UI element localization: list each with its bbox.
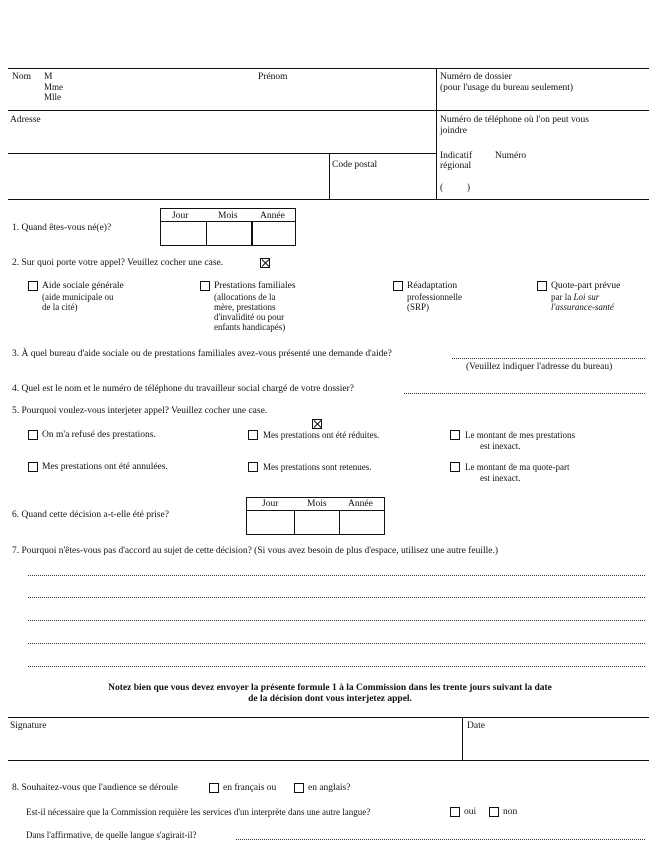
checkbox-reduites[interactable] <box>248 430 258 440</box>
checkbox-annulees[interactable] <box>28 462 38 472</box>
q7-answer-line-5[interactable] <box>28 666 645 667</box>
opt-quote-part: Quote-part prévue <box>551 281 621 291</box>
indicatif-label: Indicatif <box>440 151 473 161</box>
langue-text: Dans l'affirmative, de quelle langue s'agirait-il? <box>26 830 197 840</box>
opt-readaptation: Réadaptation <box>407 281 458 291</box>
dossier-note: (pour l'usage du bureau seulement) <box>440 83 574 93</box>
checkbox-readaptation[interactable] <box>393 281 403 291</box>
q7-text: 7. Pourquoi n'êtes-vous pas d'accord au sujet de cette décision? (Si vous avez besoin de plus d'espace, utilisez une autre feuille.) <box>12 546 499 556</box>
opt-readaptation-2: professionnelle <box>407 292 462 302</box>
opt-non: non <box>503 807 518 817</box>
phone-label: Numéro de téléphone où l'on peut vous <box>440 115 589 125</box>
checkbox-prestations-familiales[interactable] <box>200 281 210 291</box>
checkbox-retenues[interactable] <box>248 462 258 472</box>
checkbox-montant-inexact[interactable] <box>450 430 460 440</box>
checkbox-quote-part-inexact[interactable] <box>450 462 460 472</box>
checkbox-francais[interactable] <box>209 783 219 793</box>
regional-label: régional <box>440 161 472 171</box>
opt-aide-sociale-3: de la cité) <box>42 302 78 312</box>
date-field[interactable] <box>464 733 648 759</box>
q5-text: 5. Pourquoi voulez-vous interjeter appel? Veuillez cocher une case. <box>12 406 268 416</box>
signature-field[interactable] <box>9 733 461 759</box>
q7-answer-line-2[interactable] <box>28 597 645 598</box>
opt-anglais: en anglais? <box>308 783 351 793</box>
opt-aide-sociale: Aide sociale générale <box>42 281 124 291</box>
signature-label: Signature <box>10 721 47 731</box>
opt-refus: On m'a refusé des prestations. <box>42 430 156 440</box>
q3-note: (Veuillez indiquer l'adresse du bureau) <box>466 362 613 372</box>
q1-jour: Jour <box>172 211 189 221</box>
checkbox-example-checked-2 <box>312 419 322 429</box>
checkbox-quote-part[interactable] <box>537 281 547 291</box>
checkbox-anglais[interactable] <box>294 783 304 793</box>
checkbox-non[interactable] <box>489 807 499 817</box>
checkbox-aide-sociale[interactable] <box>28 281 38 291</box>
q6-mois: Mois <box>307 499 327 509</box>
opt-retenues: Mes prestations sont retenues. <box>263 462 372 472</box>
opt-readaptation-3: (SRP) <box>407 302 430 312</box>
q7-answer-line-3[interactable] <box>28 620 645 621</box>
prenom-label: Prénom <box>258 72 288 82</box>
q3-text: 3. À quel bureau d'aide sociale ou de prestations familiales avez-vous présenté une demande d'aide? <box>12 349 392 359</box>
langue-answer-line[interactable] <box>236 839 645 840</box>
opt-prestations-5: enfants handicapés) <box>214 322 286 332</box>
opt-quote-part-inexact-2: est inexact. <box>480 473 521 483</box>
q7-answer-line-4[interactable] <box>28 643 645 644</box>
checkbox-example-checked <box>260 258 270 268</box>
opt-prestations: Prestations familiales <box>214 281 296 291</box>
q6-jour: Jour <box>262 499 279 509</box>
nom-label: Nom <box>12 72 31 82</box>
q1-annee: Année <box>260 211 285 221</box>
opt-reduites: Mes prestations ont été réduites. <box>263 430 380 440</box>
code-postal-label: Code postal <box>332 160 378 170</box>
opt-annulees: Mes prestations ont été annulées. <box>42 462 168 472</box>
opt-quote-part-inexact: Le montant de ma quote-part <box>465 462 570 472</box>
q6-text: 6. Quand cette décision a-t-elle été prise? <box>12 510 169 520</box>
q1-text: 1. Quand êtes-vous né(e)? <box>12 223 112 233</box>
q4-text: 4. Quel est le nom et le numéro de téléphone du travailleur social chargé de votre dossier? <box>12 384 354 394</box>
checkbox-oui[interactable] <box>450 807 460 817</box>
checkbox-refus[interactable] <box>28 430 38 440</box>
date-label: Date <box>467 721 485 731</box>
adresse-label: Adresse <box>10 115 41 125</box>
q7-answer-line-1[interactable] <box>28 575 645 576</box>
opt-prestations-2: (allocations de la <box>214 292 276 302</box>
phone-label-2: joindre <box>440 126 467 136</box>
opt-prestations-4: d'invalidité ou pour <box>214 312 285 322</box>
title-m: M <box>44 72 53 82</box>
opt-quote-part-3: l'assurance-santé <box>551 302 614 312</box>
opt-montant-inexact: Le montant de mes prestations <box>465 430 575 440</box>
q1-mois: Mois <box>218 211 238 221</box>
opt-aide-sociale-2: (aide municipale ou <box>42 292 114 302</box>
q2-text: 2. Sur quoi porte votre appel? Veuillez cocher une case. <box>12 258 224 268</box>
opt-quote-part-2: par la Loi sur <box>551 292 600 302</box>
interp-text: Est-il nécessaire que la Commission requière les services d'un interprète dans une autre langue? <box>26 807 371 817</box>
q6-annee: Année <box>348 499 373 509</box>
title-mme: Mme <box>44 82 63 92</box>
notice-line-2: de la décision dont vous interjetez appel. <box>248 694 412 704</box>
numero-label: Numéro <box>495 151 527 161</box>
notice-line-1: Notez bien que vous devez envoyer la présente formule 1 à la Commission dans les trente jours suivant la date <box>108 683 552 693</box>
opt-francais: en français ou <box>223 783 277 793</box>
opt-prestations-3: mère, prestations <box>214 302 276 312</box>
area-code-parens: ( ) <box>440 183 471 193</box>
opt-oui: oui <box>464 807 477 817</box>
dossier-label: Numéro de dossier <box>440 72 512 82</box>
q8-text: 8. Souhaitez-vous que l'audience se déroule <box>12 783 178 793</box>
opt-montant-inexact-2: est inexact. <box>480 441 521 451</box>
title-mlle: Mlle <box>44 92 61 102</box>
